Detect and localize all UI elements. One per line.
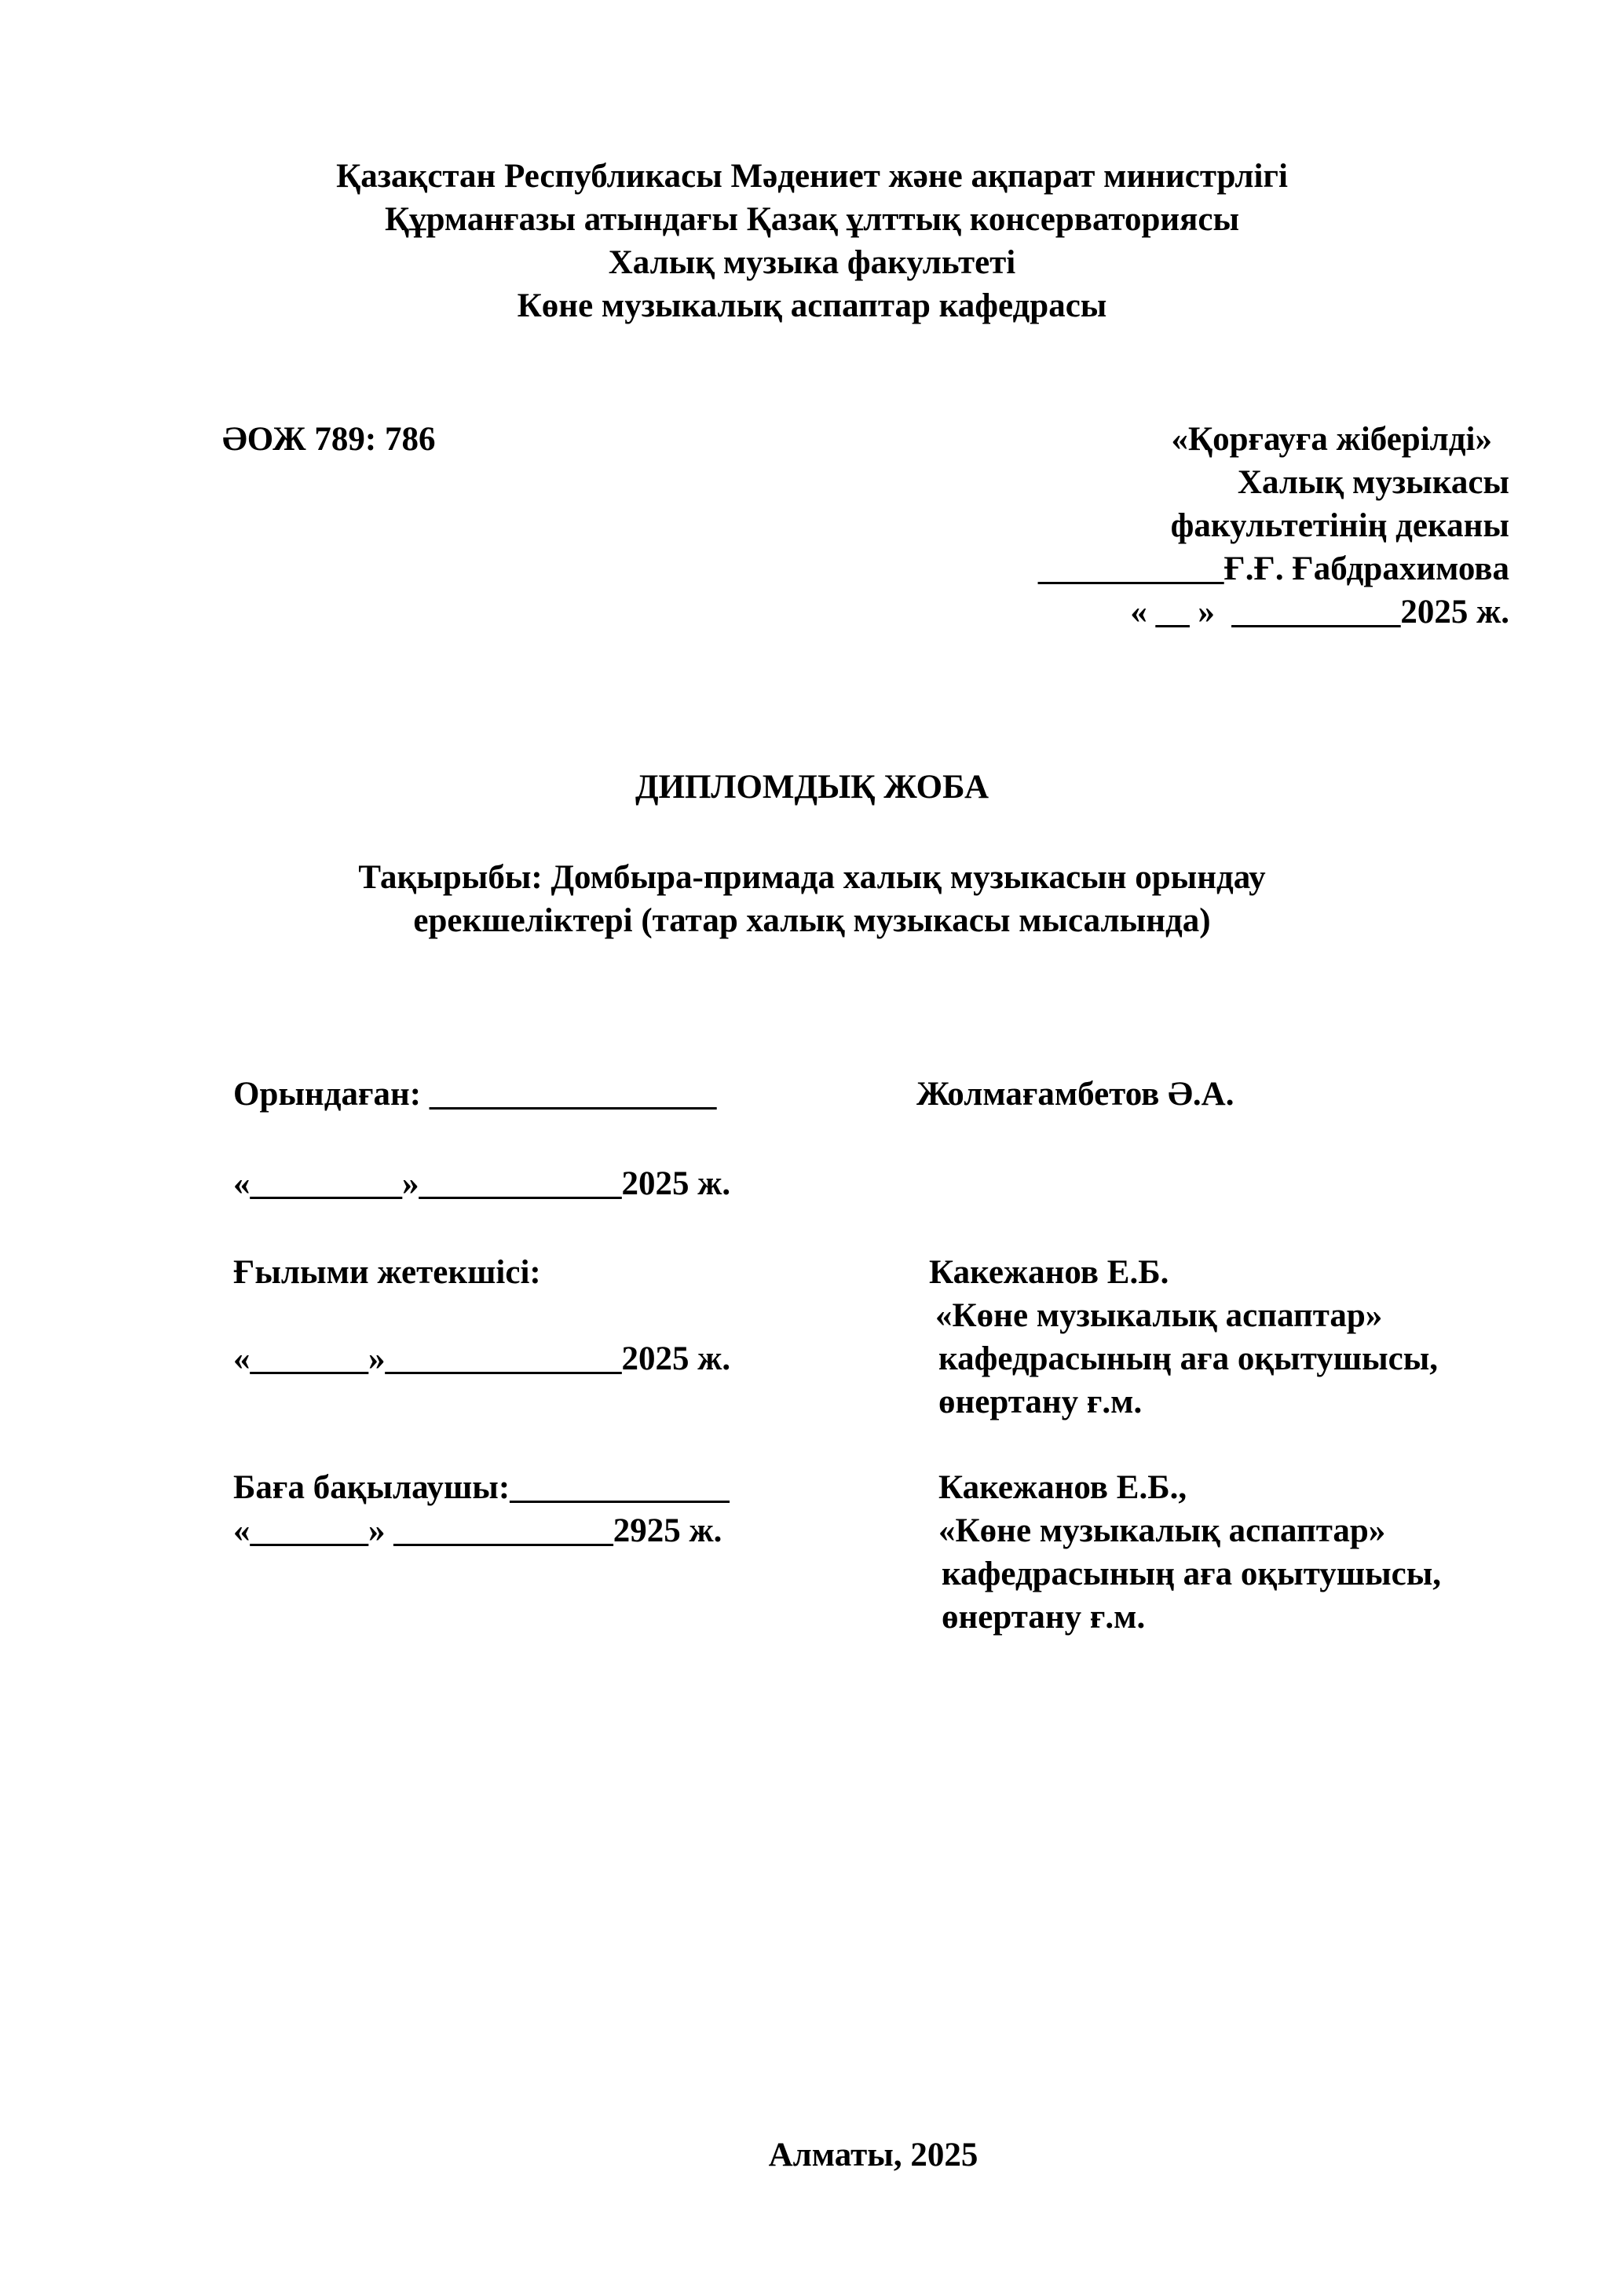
supervisor-label: Ғылыми жетекшісі: xyxy=(233,1254,541,1291)
performer-date: «_________»____________2025 ж. xyxy=(233,1165,731,1202)
ministry-name: Қазақстан Республикасы Мәдениет және ақпарат министрлігі xyxy=(336,158,1288,195)
city-year: Алматы, 2025 xyxy=(768,2137,978,2174)
document-type: ДИПЛОМДЫҚ ЖОБА xyxy=(635,769,989,806)
reviewer-date: «_______» _____________2925 ж. xyxy=(233,1512,722,1549)
udc-code: ӘОЖ 789: 786 xyxy=(222,421,436,458)
approval-line-3: факультетінің деканы xyxy=(1170,507,1509,544)
supervisor-date: «_______»______________2025 ж. xyxy=(233,1340,731,1377)
reviewer-label: Баға бақылаушы:_____________ xyxy=(233,1469,730,1506)
reviewer-degree: өнертану ғ.м. xyxy=(942,1599,1146,1636)
performer-label: Орындаған: _________________ xyxy=(233,1076,717,1113)
approval-line-1: «Қорғауға жіберілді» xyxy=(1171,421,1492,458)
performer-name: Жолмағамбетов Ә.А. xyxy=(916,1076,1234,1113)
supervisor-degree: өнертану ғ.м. xyxy=(938,1384,1143,1420)
reviewer-department: «Көне музыкалық аспаптар» xyxy=(938,1512,1386,1549)
conservatory-name: Құрманғазы атындағы Қазақ ұлттық консерваториясы xyxy=(384,201,1240,238)
reviewer-name: Какежанов Е.Б., xyxy=(938,1469,1187,1506)
approval-date-line: « __ » __________2025 ж. xyxy=(1130,594,1509,631)
approval-line-2: Халық музыкасы xyxy=(1237,464,1509,501)
topic-line-1: Тақырыбы: Домбыра-примада халық музыкасын орындау xyxy=(358,859,1266,896)
faculty-name: Халық музыка факультеті xyxy=(608,244,1016,281)
reviewer-position: кафедрасының аға оқытушысы, xyxy=(942,1556,1442,1592)
department-name: Көне музыкалық аспаптар кафедрасы xyxy=(517,287,1107,324)
supervisor-name: Какежанов Е.Б. xyxy=(929,1254,1169,1291)
supervisor-position: кафедрасының аға оқытушысы, xyxy=(938,1340,1439,1377)
topic-line-2: ерекшеліктері (татар халық музыкасы мысалында) xyxy=(413,902,1211,939)
supervisor-department: «Көне музыкалық аспаптар» xyxy=(935,1297,1383,1334)
dean-signature-line: ___________Ғ.Ғ. Ғабдрахимова xyxy=(1037,550,1509,587)
